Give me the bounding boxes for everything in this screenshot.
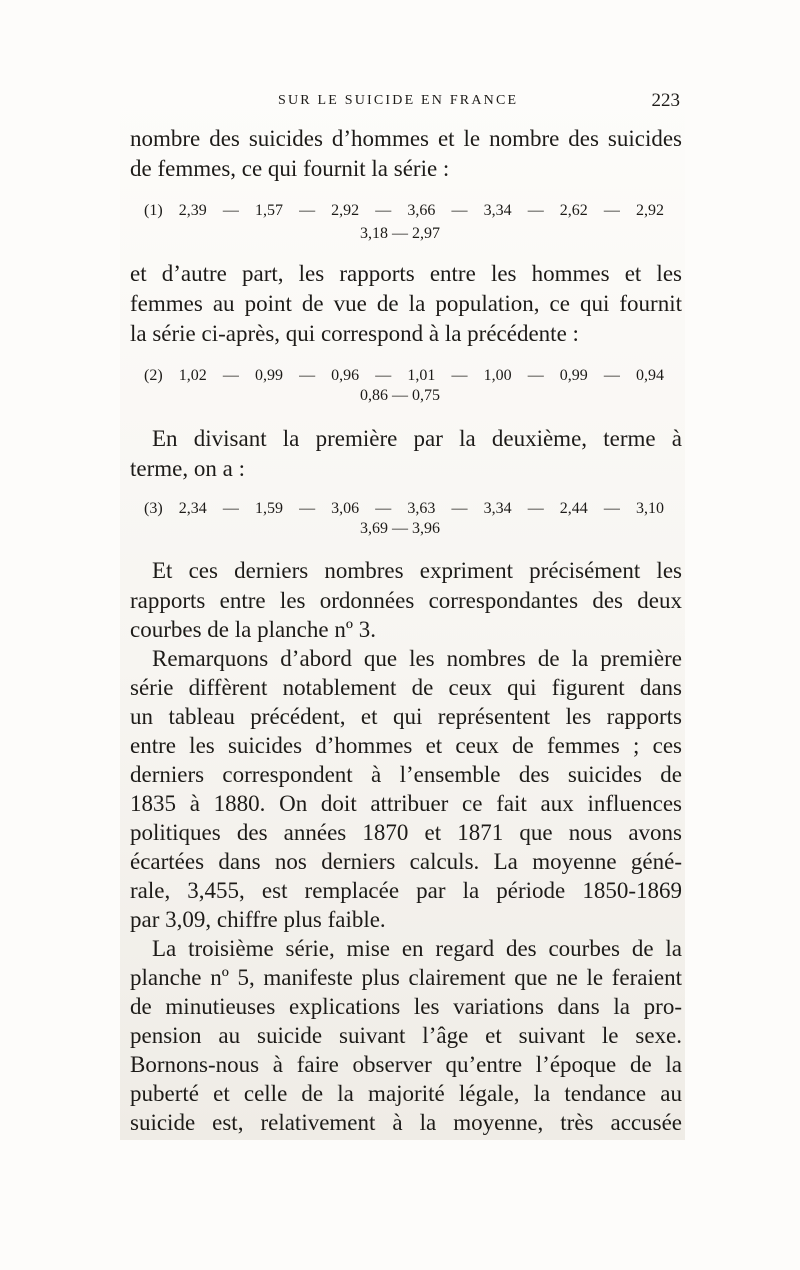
series-2-continuation: 0,86 — 0,75	[360, 387, 440, 404]
text-line: politiques des années 1870 et 1871 que nous avons	[130, 820, 682, 845]
text-line: Bornons-nous à faire observer qu’entre l’époque de la	[130, 1052, 682, 1077]
series-3-continuation: 3,69 — 3,96	[360, 520, 440, 537]
text-line: puberté et celle de la majorité légale, la tendance au	[130, 1081, 682, 1106]
page-number: 223	[651, 90, 680, 111]
text-line: Et ces derniers nombres expriment précisément les	[152, 558, 682, 583]
running-title: SUR LE SUICIDE EN FRANCE	[278, 93, 519, 108]
series-1-continuation: 3,18 — 2,97	[360, 225, 440, 242]
text-line: terme, on a :	[130, 456, 245, 481]
text-line: la série ci-après, qui correspond à la précédente :	[130, 321, 579, 346]
text-line: écartées dans nos derniers calculs. La moyenne géné-	[130, 849, 682, 874]
text-line: par 3,09, chiffre plus faible.	[130, 907, 386, 932]
text-line: derniers correspondent à l’ensemble des suicides de	[130, 762, 682, 787]
text-line: 1835 à 1880. On doit attribuer ce fait aux influences	[130, 791, 682, 816]
text-line: de minutieuses explications les variations dans la pro-	[130, 994, 682, 1019]
series-2: (2) 1,02 — 0,99 — 0,96 — 1,01 — 1,00 — 0,99 — 0,94	[144, 367, 664, 384]
text-line: un tableau précédent, et qui représentent les rapports	[130, 704, 682, 729]
series-3: (3) 2,34 — 1,59 — 3,06 — 3,63 — 3,34 — 2,44 — 3,10	[144, 500, 664, 517]
text-line: pension au suicide suivant l’âge et suivant le sexe.	[130, 1023, 682, 1048]
text-line: planche nº 5, manifeste plus clairement que ne le feraient	[130, 965, 682, 990]
text-line: La troisième série, mise en regard des courbes de la	[152, 936, 682, 961]
text-line: femmes au point de vue de la population, ce qui fournit	[130, 291, 682, 316]
text-line: rale, 3,455, est remplacée par la période 1850-1869	[130, 878, 682, 903]
text-line: série diffèrent notablement de ceux qui figurent dans	[130, 675, 682, 700]
text-line: Remarquons d’abord que les nombres de la première	[152, 646, 682, 671]
page-header	[130, 90, 682, 116]
series-1: (1) 2,39 — 1,57 — 2,92 — 3,66 — 3,34 — 2,62 — 2,92	[144, 202, 664, 219]
text-line: courbes de la planche nº 3.	[130, 617, 376, 642]
text-line: En divisant la première par la deuxième, terme à	[152, 426, 682, 451]
text-line: et d’autre part, les rapports entre les hommes et les	[130, 261, 682, 286]
text-line: de femmes, ce qui fournit la série :	[130, 156, 450, 181]
text-line: nombre des suicides d’hommes et le nombre des suicides	[130, 126, 682, 151]
text-line: rapports entre les ordonnées correspondantes des deux	[130, 588, 682, 613]
text-line: suicide est, relativement à la moyenne, très accusée	[130, 1110, 682, 1135]
text-line: entre les suicides d’hommes et ceux de femmes ; ces	[130, 733, 682, 758]
